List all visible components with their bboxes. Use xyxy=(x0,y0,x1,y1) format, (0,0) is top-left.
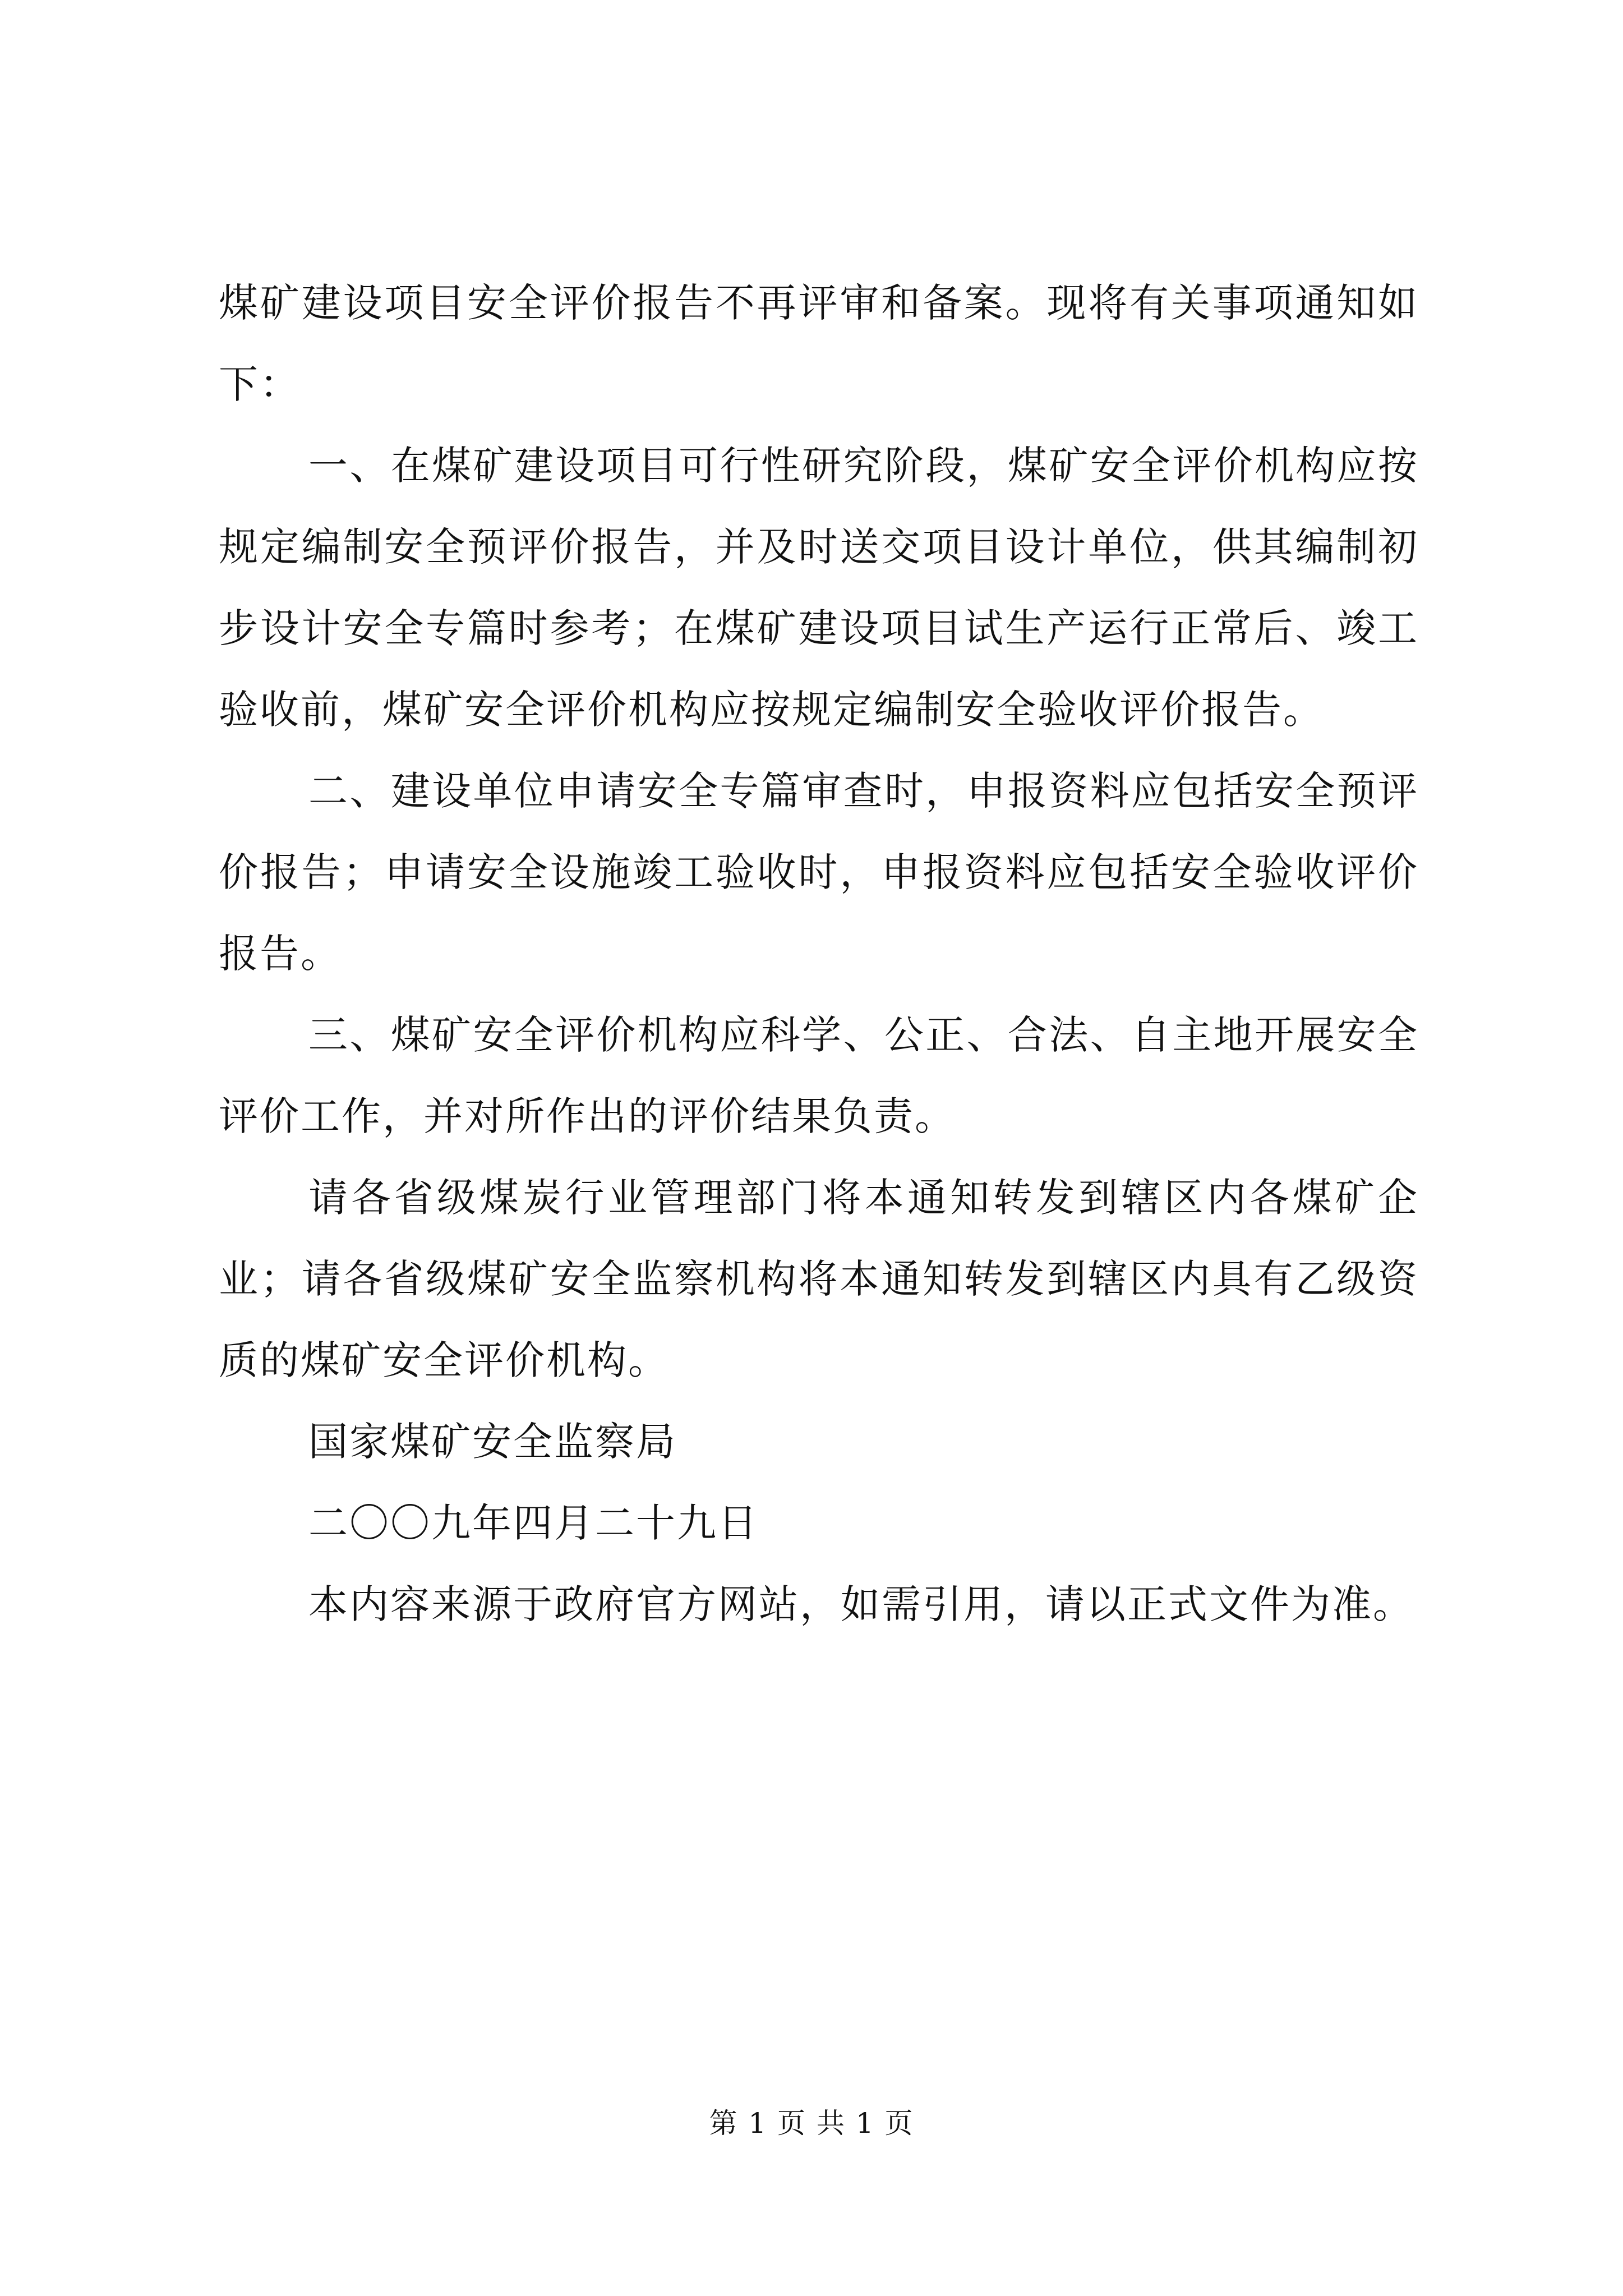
paragraph-item-2: 二、建设单位申请安全专篇审查时，申报资料应包括安全预评价报告；申请安全设施竣工验收时，申报资料应包括安全验收评价报告。 xyxy=(219,768,1419,977)
signature-organization: 国家煤矿安全监察局 xyxy=(308,1419,677,1465)
paragraph-request: 请各省级煤炭行业管理部门将本通知转发到辖区内各煤矿企业；请各省级煤矿安全监察机构将本通知转发到辖区内具有乙级资质的煤矿安全评价机构。 xyxy=(219,1175,1419,1383)
paragraph-item-3: 三、煤矿安全评价机构应科学、公正、合法、自主地开展安全评价工作，并对所作出的评价结果负责。 xyxy=(219,1012,1419,1139)
paragraph-intro: 煤矿建设项目安全评价报告不再评审和备案。现将有关事项通知如下： xyxy=(219,280,1419,407)
source-note: 本内容来源于政府官方网站，如需引用，请以正式文件为准。 xyxy=(308,1581,1414,1627)
page-footer: 第 1 页 共 1 页 xyxy=(709,2107,914,2139)
paragraph-item-1: 一、在煤矿建设项目可行性研究阶段，煤矿安全评价机构应按规定编制安全预评价报告，并及时送交项目设计单位，供其编制初步设计安全专篇时参考；在煤矿建设项目试生产运行正常后、竣工验收前，煤矿安全评价机构应按规定编制安全验收评价报告。 xyxy=(219,443,1419,733)
signature-date: 二〇〇九年四月二十九日 xyxy=(308,1500,759,1546)
document-body xyxy=(219,263,1419,1645)
